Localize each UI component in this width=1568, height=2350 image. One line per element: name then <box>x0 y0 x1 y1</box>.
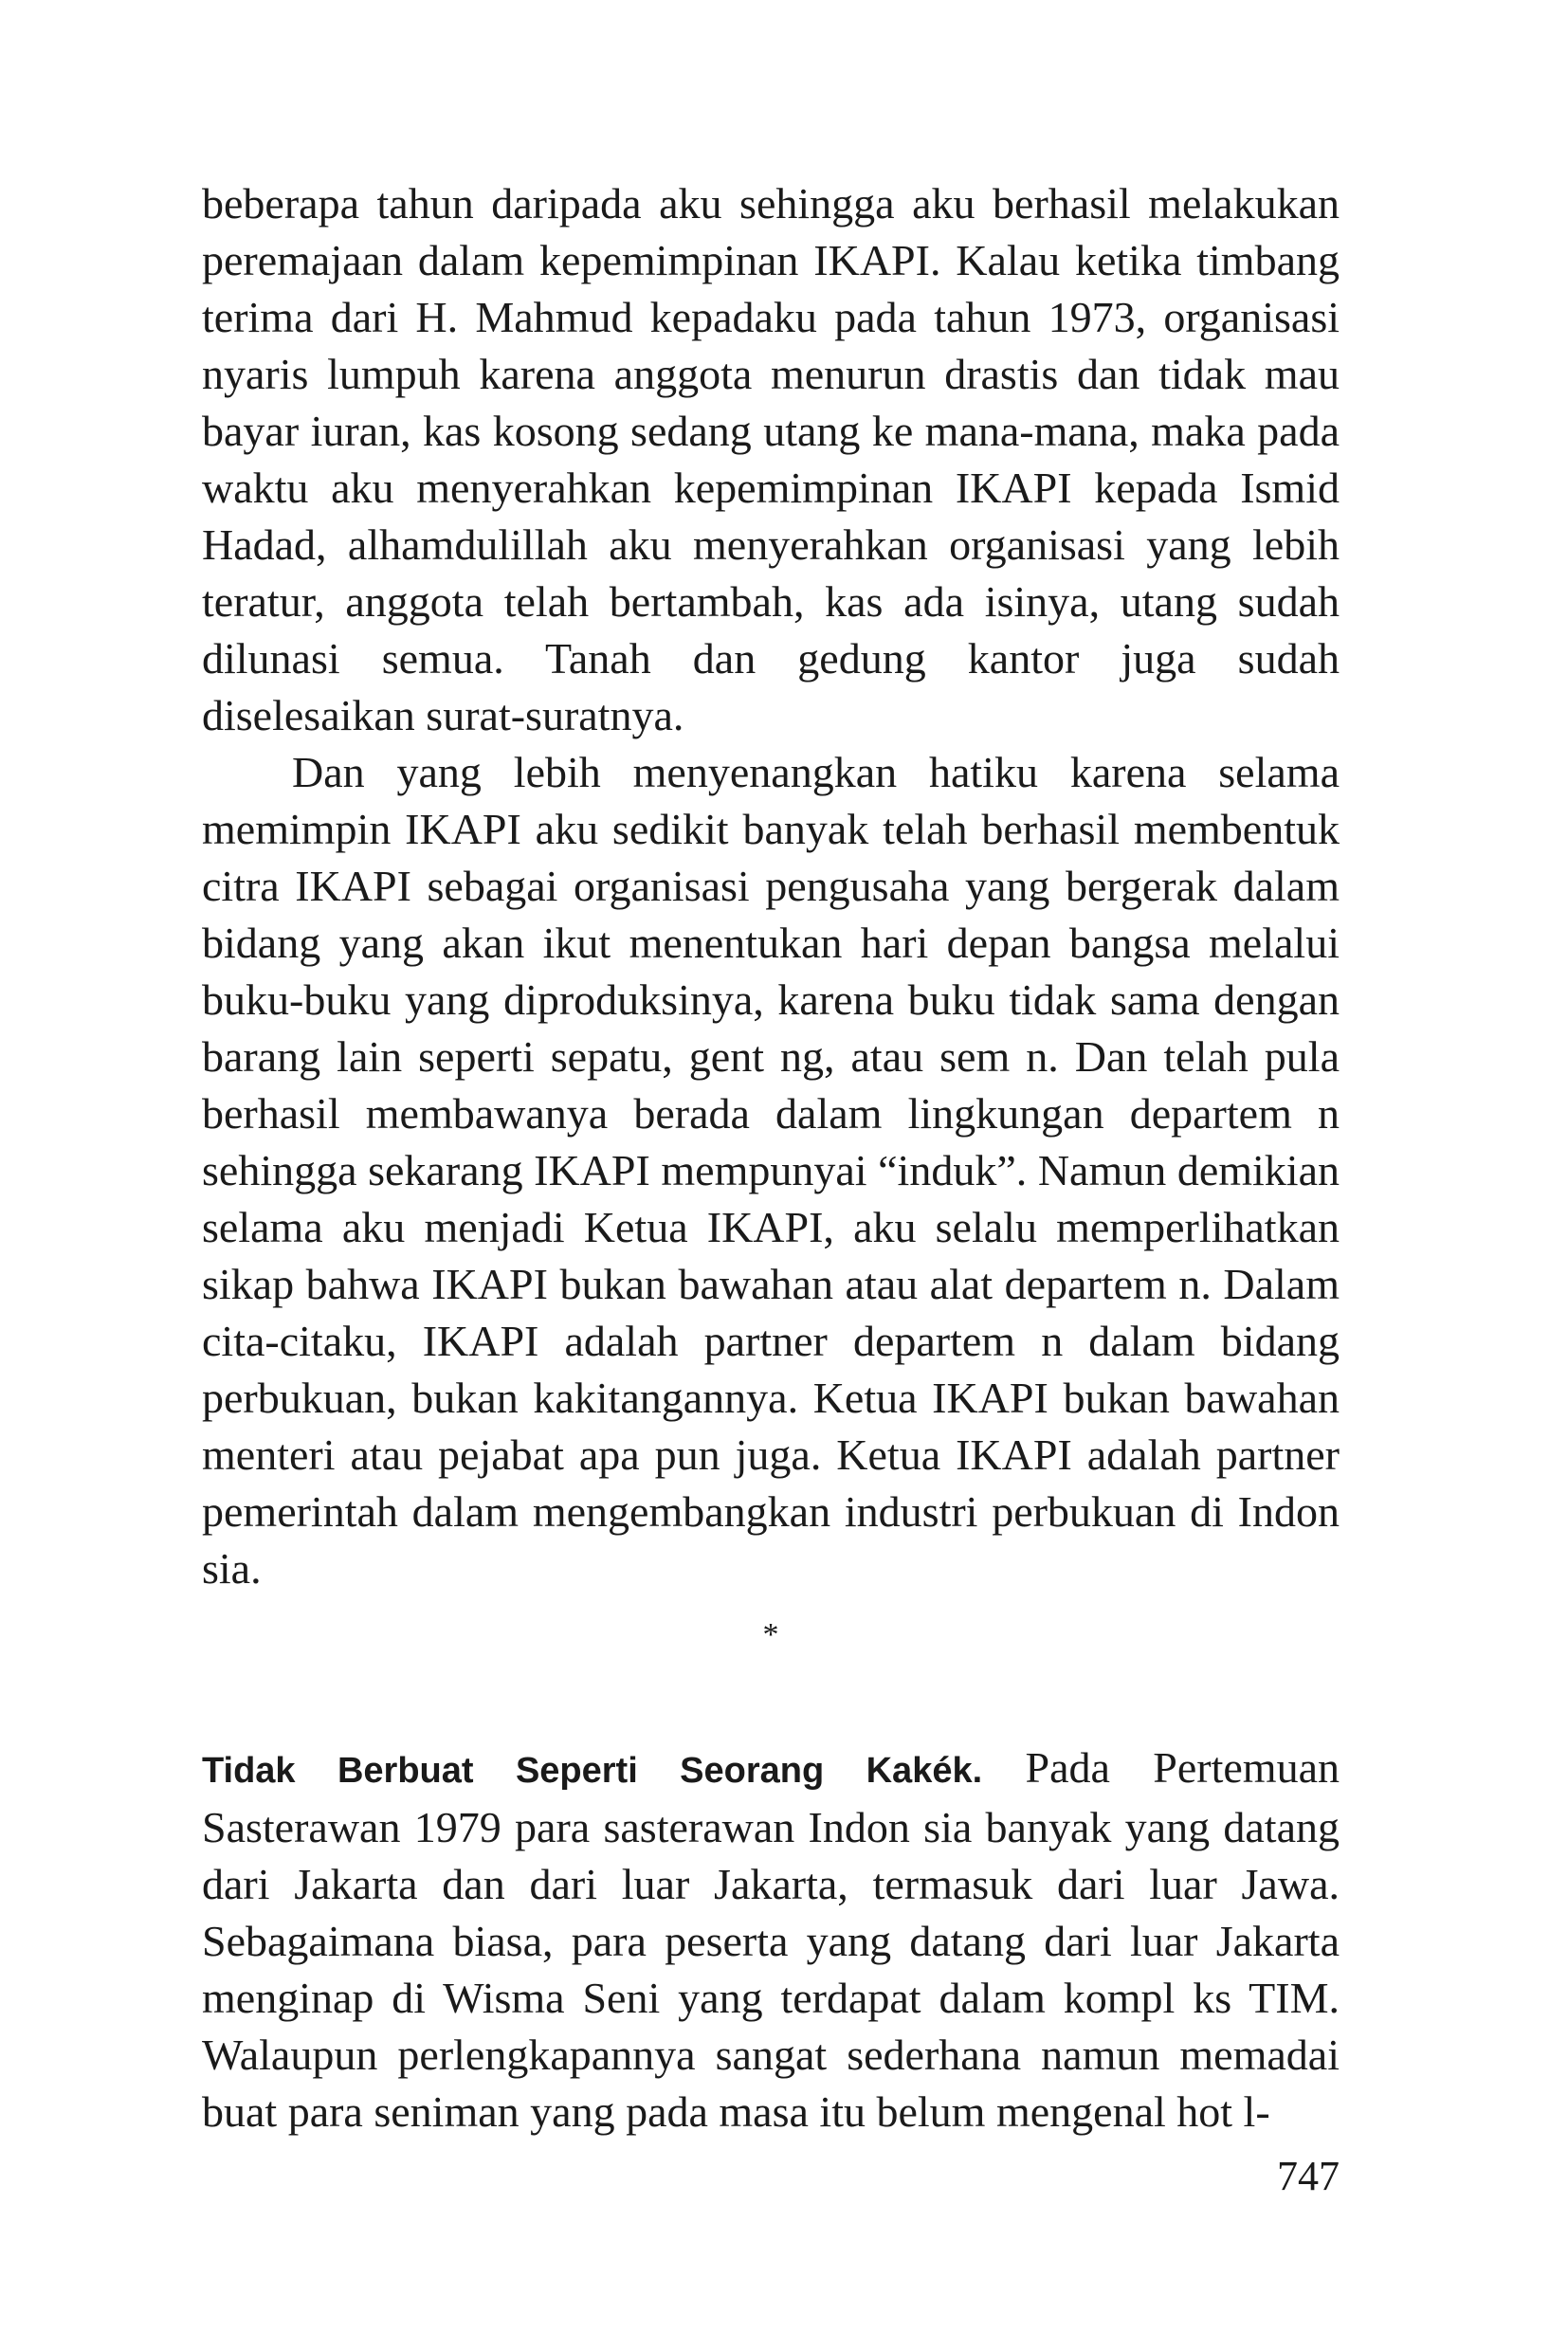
body-paragraph-3 <box>202 1740 1340 2141</box>
body-paragraph-2: Dan yang lebih menyenangkan hatiku karena selama memimpin IKAPI aku sedikit banyak telah berhasil membentuk citra IKAPI sebagai organisasi pengusaha yang bergerak dalam bidang yang akan ikut menentukan hari depan bangsa melalui buku-buku yang diproduksinya, karena buku tidak sama dengan barang lain seperti sepatu, gent ng, atau sem n. Dan telah pula berhasil membawanya berada dalam lingkungan departem n sehingga sekarang IKAPI mempunyai “induk”. Namun demikian selama aku menjadi Ketua IKAPI, aku selalu memperlihatkan sikap bahwa IKAPI bukan bawahan atau alat departem n. Dalam cita-citaku, IKAPI adalah partner departem n dalam bidang perbukuan, bukan kakitangannya. Ketua IKAPI bukan bawahan menteri atau pejabat apa pun juga. Ketua IKAPI adalah partner pemerintah dalam mengembangkan industri perbukuan di Indon sia. <box>202 748 1340 1593</box>
page-body <box>202 175 1340 2141</box>
body-paragraph-1: beberapa tahun daripada aku sehingga aku berhasil melakukan peremajaan dalam kepemimpinan IKAPI. Kalau ketika timbang terima dari H. Mahmud kepadaku pada tahun 1973, organisasi nyaris lumpuh karena anggota menurun drastis dan tidak mau bayar iuran, kas kosong sedang utang ke mana-mana, maka pada waktu aku menyerahkan kepemimpinan IKAPI kepada Ismid Hadad, alhamdulillah aku menyerahkan organisasi yang lebih teratur, anggota telah bertambah, kas ada isinya, utang sudah dilunasi semua. Tanah dan gedung kantor juga sudah diselesaikan surat-suratnya. <box>202 179 1340 739</box>
body-paragraph-3-text: Pada Pertemuan Sasterawan 1979 para sasterawan Indon sia banyak yang datang dari Jakarta dan dari luar Jakarta, termasuk dari luar Jawa. Sebagaimana biasa, para peserta yang datang dari luar Jakarta menginap di Wisma Seni yang terdapat dalam kompl ks TIM. Walaupun perlengkapannya sangat sederhana namun memadai buat para seniman yang pada masa itu belum mengenal hot l- <box>202 1743 1340 2136</box>
section-heading: Tidak Berbuat Seperti Seorang Kakék. <box>202 1751 983 1791</box>
section-separator: * <box>762 1617 779 1652</box>
page-number: 747 <box>1277 2153 1340 2199</box>
